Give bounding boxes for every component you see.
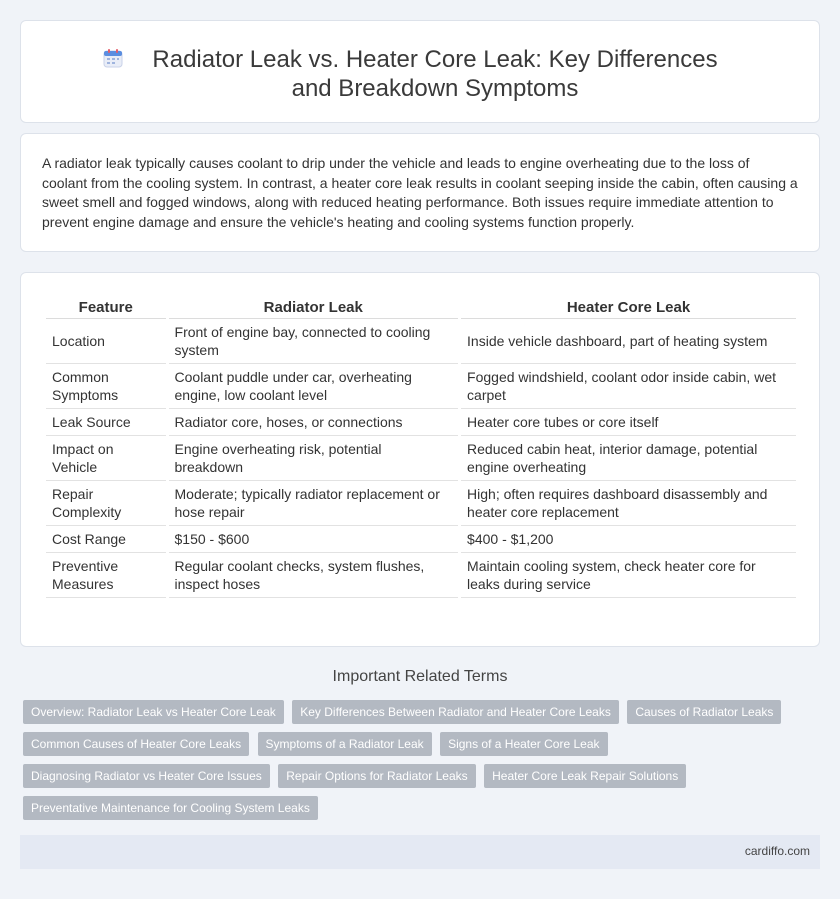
table-cell-feature: Repair Complexity	[46, 481, 166, 526]
related-term-tag[interactable]: Preventative Maintenance for Cooling System Leaks	[23, 796, 318, 820]
related-term-tag[interactable]: Heater Core Leak Repair Solutions	[484, 764, 686, 788]
table-cell-heater-core: Inside vehicle dashboard, part of heating system	[461, 319, 796, 364]
table-cell-feature: Impact on Vehicle	[46, 436, 166, 481]
table-cell-radiator: Radiator core, hoses, or connections	[169, 409, 459, 436]
intro-card	[20, 133, 820, 252]
table-row	[46, 553, 796, 598]
footer-site-link[interactable]: cardiffo.com	[744, 844, 810, 858]
related-term-tag[interactable]: Overview: Radiator Leak vs Heater Core Leak	[23, 700, 284, 724]
table-row	[46, 319, 796, 364]
table-cell-heater-core: Fogged windshield, coolant odor inside cabin, wet carpet	[461, 364, 796, 409]
table-cell-feature: Common Symptoms	[46, 364, 166, 409]
related-terms-tags	[23, 700, 813, 828]
table-cell-radiator: Moderate; typically radiator replacement or hose repair	[169, 481, 459, 526]
table-row	[46, 364, 796, 409]
table-cell-feature: Cost Range	[46, 526, 166, 553]
table-cell-heater-core: Heater core tubes or core itself	[461, 409, 796, 436]
column-header-radiator-leak: Radiator Leak	[169, 297, 459, 319]
table-cell-radiator: Front of engine bay, connected to cooling system	[169, 319, 459, 364]
related-term-tag[interactable]: Key Differences Between Radiator and Heater Core Leaks	[292, 700, 619, 724]
table-cell-radiator: Regular coolant checks, system flushes, inspect hoses	[169, 553, 459, 598]
related-term-tag[interactable]: Common Causes of Heater Core Leaks	[23, 732, 249, 756]
table-row	[46, 436, 796, 481]
comparison-table-card	[20, 272, 820, 647]
related-term-tag[interactable]: Causes of Radiator Leaks	[627, 700, 781, 724]
table-row	[46, 409, 796, 436]
related-term-tag[interactable]: Diagnosing Radiator vs Heater Core Issues	[23, 764, 270, 788]
page-title: Radiator Leak vs. Heater Core Leak: Key Differences and Breakdown Symptoms	[152, 46, 718, 102]
table-cell-heater-core: $400 - $1,200	[461, 526, 796, 553]
related-term-tag[interactable]: Repair Options for Radiator Leaks	[278, 764, 475, 788]
footer	[20, 835, 820, 869]
table-row	[46, 481, 796, 526]
header-card	[20, 20, 820, 123]
table-cell-feature: Preventive Measures	[46, 553, 166, 598]
table-cell-heater-core: High; often requires dashboard disassembly and heater core replacement	[461, 481, 796, 526]
column-header-feature: Feature	[46, 297, 166, 319]
table-cell-radiator: Coolant puddle under car, overheating engine, low coolant level	[169, 364, 459, 409]
table-row	[46, 526, 796, 553]
table-cell-radiator: $150 - $600	[169, 526, 459, 553]
intro-paragraph: A radiator leak typically causes coolant to drip under the vehicle and leads to engine overheating due to the loss of coolant from the cooling system. In contrast, a heater core leak results in coolant seeping inside the cabin, often causing a sweet smell and fogged windows, along with reduced heating performance. Both issues require immediate attention to prevent engine damage and ensure the vehicle's heating and cooling systems function properly.	[42, 155, 798, 230]
related-term-tag[interactable]: Symptoms of a Radiator Leak	[258, 732, 432, 756]
table-cell-radiator: Engine overheating risk, potential breakdown	[169, 436, 459, 481]
related-term-tag[interactable]: Signs of a Heater Core Leak	[440, 732, 607, 756]
table-cell-feature: Leak Source	[46, 409, 166, 436]
table-cell-heater-core: Reduced cabin heat, interior damage, potential engine overheating	[461, 436, 796, 481]
table-cell-feature: Location	[46, 319, 166, 364]
table-header-row	[46, 297, 796, 319]
related-terms-title: Important Related Terms	[332, 668, 508, 685]
column-header-heater-core-leak: Heater Core Leak	[461, 297, 796, 319]
table-cell-heater-core: Maintain cooling system, check heater core for leaks during service	[461, 553, 796, 598]
comparison-table	[43, 297, 799, 598]
